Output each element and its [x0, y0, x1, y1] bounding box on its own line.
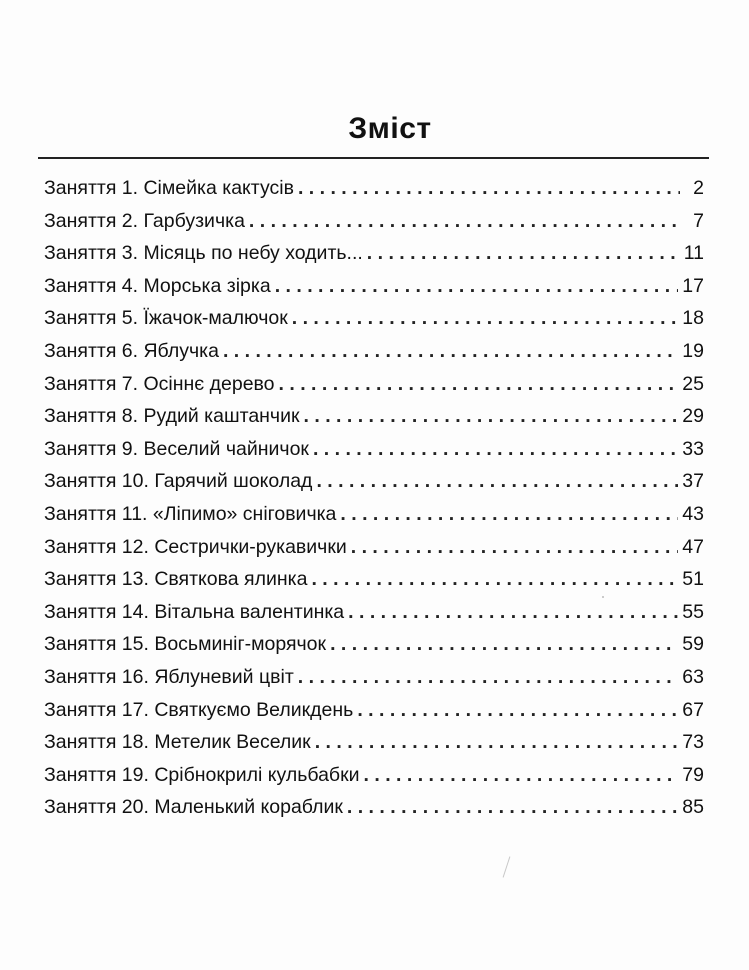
toc-entry-title: Заняття 6. Яблучка — [44, 339, 219, 362]
toc-dot-leader — [311, 563, 678, 596]
toc-entry-title: Заняття 17. Святкуємо Великдень — [44, 698, 354, 721]
toc-dot-leader — [249, 205, 680, 238]
toc-entry-page-number: 85 — [682, 796, 704, 819]
toc-entry — [44, 205, 704, 238]
toc-dot-leader — [304, 400, 679, 433]
table-of-contents — [44, 172, 704, 824]
page-title: Зміст — [348, 112, 432, 145]
toc-entry-title: Заняття 9. Веселий чайничок — [44, 437, 309, 460]
toc-entry — [44, 498, 704, 531]
toc-entry-title: Заняття 19. Срібнокрилі кульбабки — [44, 763, 360, 786]
toc-entry — [44, 237, 704, 270]
toc-entry — [44, 694, 704, 727]
toc-entry — [44, 270, 704, 303]
toc-entry — [44, 465, 704, 498]
toc-entry-page-number: 2 — [693, 177, 704, 199]
toc-entry — [44, 302, 704, 335]
toc-entry-page-number: 19 — [682, 339, 704, 362]
toc-entry-title: Заняття 7. Осіннє дерево — [44, 372, 275, 395]
toc-entry-page-number: 18 — [682, 307, 704, 330]
toc-entry — [44, 596, 704, 629]
toc-dot-leader — [298, 172, 680, 205]
toc-dot-leader — [348, 596, 678, 629]
toc-entry — [44, 368, 704, 401]
toc-entry-title: Заняття 5. Їжачок-малючок — [44, 307, 288, 330]
toc-dot-leader — [330, 628, 678, 661]
toc-dot-leader — [364, 759, 679, 792]
toc-entry-title: Заняття 16. Яблуневий цвіт — [44, 665, 294, 688]
toc-entry-title: Заняття 13. Святкова ялинка — [44, 568, 308, 591]
toc-dot-leader — [275, 270, 679, 303]
toc-entry-title: Заняття 10. Гарячий шоколад — [44, 470, 313, 493]
toc-dot-leader — [367, 237, 680, 270]
toc-entry-page-number: 29 — [682, 405, 704, 428]
toc-entry-page-number: 73 — [682, 731, 704, 754]
toc-entry — [44, 661, 704, 694]
toc-entry-title: Заняття 8. Рудий каштанчик — [44, 405, 300, 428]
toc-entry-page-number: 25 — [682, 372, 704, 395]
scan-artifact-line — [503, 856, 511, 877]
toc-entry-page-number: 59 — [682, 633, 704, 656]
toc-entry-page-number: 47 — [682, 535, 704, 558]
toc-entry-title: Заняття 18. Метелик Веселик — [44, 731, 311, 754]
toc-entry-page-number: 11 — [683, 242, 704, 265]
toc-entry-title: Заняття 14. Вітальна валентинка — [44, 600, 345, 623]
toc-entry-page-number: 55 — [682, 600, 704, 623]
toc-dot-leader — [298, 661, 679, 694]
toc-entry — [44, 759, 704, 792]
toc-dot-leader — [347, 791, 678, 824]
toc-dot-leader — [292, 302, 679, 335]
toc-dot-leader — [223, 335, 678, 368]
toc-dot-leader — [316, 465, 678, 498]
toc-entry — [44, 726, 704, 759]
toc-entry — [44, 628, 704, 661]
toc-entry-title: Заняття 1. Сімейка кактусів — [44, 177, 294, 199]
toc-entry-page-number: 17 — [682, 274, 704, 297]
title-underline — [38, 157, 709, 159]
toc-entry-title: Заняття 20. Маленький кораблик — [44, 796, 343, 819]
toc-dot-leader — [357, 694, 678, 727]
toc-entry-page-number: 37 — [682, 470, 704, 493]
toc-entry-title: Заняття 3. Місяць по небу ходить... — [44, 242, 363, 265]
toc-entry — [44, 791, 704, 824]
toc-entry-page-number: 63 — [682, 665, 704, 688]
toc-entry-title: Заняття 4. Морська зірка — [44, 274, 271, 297]
toc-entry-page-number: 67 — [682, 698, 704, 721]
toc-dot-leader — [279, 368, 679, 401]
toc-entry-page-number: 43 — [682, 502, 704, 525]
toc-dot-leader — [313, 433, 678, 466]
toc-entry — [44, 400, 704, 433]
toc-entry-title: Заняття 11. «Ліпимо» сніговичка — [44, 502, 337, 525]
scan-artifact-speck — [602, 596, 604, 598]
toc-entry-page-number: 33 — [682, 437, 704, 460]
toc-entry-title: Заняття 12. Сестрички-рукавички — [44, 535, 347, 558]
toc-entry — [44, 335, 704, 368]
toc-dot-leader — [315, 726, 679, 759]
toc-entry-title: Заняття 15. Восьминіг-морячок — [44, 633, 327, 656]
toc-entry-page-number: 79 — [682, 763, 704, 786]
toc-entry-page-number: 51 — [682, 568, 704, 591]
toc-entry — [44, 172, 704, 205]
toc-entry — [44, 531, 704, 564]
toc-dot-leader — [340, 498, 678, 531]
toc-entry-page-number: 7 — [693, 209, 704, 232]
toc-entry — [44, 433, 704, 466]
toc-dot-leader — [351, 531, 679, 564]
toc-entry — [44, 563, 704, 596]
toc-entry-title: Заняття 2. Гарбузичка — [44, 209, 245, 232]
